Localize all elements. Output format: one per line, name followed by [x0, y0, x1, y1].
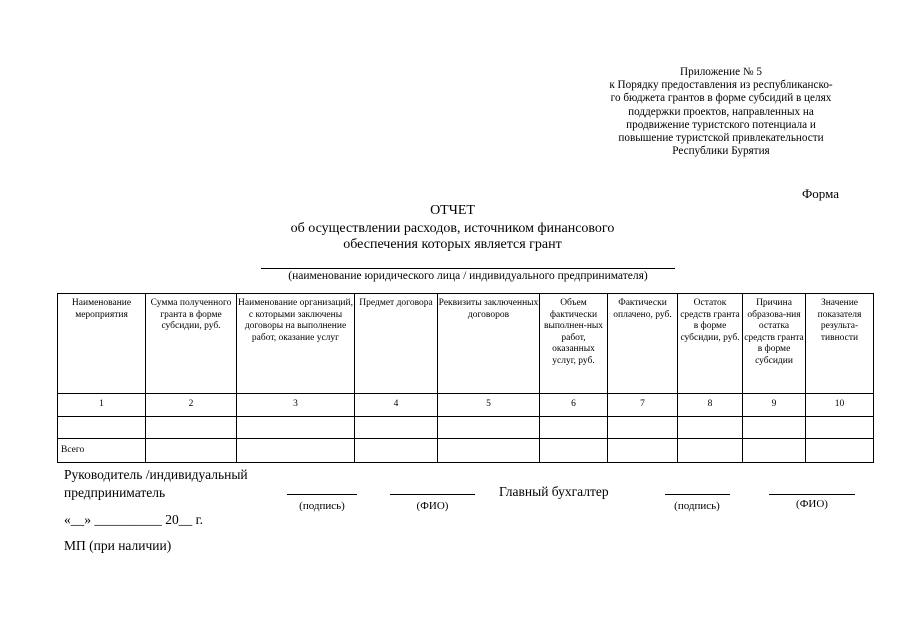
accountant-signature-line[interactable] — [665, 494, 730, 495]
data-cell[interactable] — [806, 417, 874, 439]
data-cell[interactable] — [540, 439, 608, 463]
number-cell: 6 — [540, 394, 608, 417]
data-cell[interactable] — [678, 417, 743, 439]
data-cell[interactable] — [237, 417, 355, 439]
header-cell: Значение показателя результа-тивности — [806, 294, 874, 394]
data-cell[interactable] — [438, 439, 540, 463]
entity-name-line — [261, 268, 675, 269]
data-cell[interactable] — [146, 417, 237, 439]
number-cell: 1 — [58, 394, 146, 417]
table-number-row — [58, 394, 874, 417]
head-signature-caption: (подпись) — [299, 500, 345, 512]
number-cell: 7 — [608, 394, 678, 417]
table-row — [58, 417, 874, 439]
entity-name-caption: (наименование юридического лица / индивидуального предпринимателя) — [288, 270, 648, 282]
header-cell: Наименование мероприятия — [58, 294, 146, 394]
header-cell: Наименование организаций, с которыми заключены договоры на выполнение работ, оказание услуг — [237, 294, 355, 394]
data-cell[interactable] — [540, 417, 608, 439]
data-cell[interactable] — [743, 439, 806, 463]
appendix-line: Приложение № 5 — [680, 66, 762, 78]
head-signature-line[interactable] — [287, 494, 357, 495]
header-cell: Реквизиты заключенных договоров — [438, 294, 540, 394]
appendix-line: поддержки проектов, направленных на — [628, 105, 814, 118]
header-cell: Причина образова-ния остатка средств гранта в форме субсидии — [743, 294, 806, 394]
appendix-block — [571, 66, 871, 158]
report-title: ОТЧЕТ — [430, 203, 475, 218]
header-cell: Объем фактически выполнен-ных работ, оказанных услуг, руб. — [540, 294, 608, 394]
appendix-line: го бюджета грантов в форме субсидий в целях — [610, 92, 832, 105]
number-cell: 10 — [806, 394, 874, 417]
appendix-line: продвижение туристского потенциала и — [626, 118, 816, 131]
data-cell[interactable] — [608, 439, 678, 463]
date-line: «__» __________ 20__ г. — [64, 512, 204, 527]
number-cell: 8 — [678, 394, 743, 417]
report-subtitle-line2: обеспечения которых является грант — [343, 237, 562, 252]
appendix-line: повышение туристской привлекательности — [618, 132, 824, 145]
report-table — [57, 293, 874, 463]
appendix-line: к Порядку предоставления из республиканско- — [609, 79, 833, 92]
accountant-signature-caption: (подпись) — [674, 500, 720, 512]
data-cell[interactable] — [743, 417, 806, 439]
data-cell[interactable] — [608, 417, 678, 439]
table-total-row — [58, 439, 874, 463]
accountant-name-caption: (ФИО) — [796, 498, 828, 510]
data-cell[interactable] — [58, 417, 146, 439]
header-cell: Фактически оплачено, руб. — [608, 294, 678, 394]
header-cell: Сумма полученного гранта в форме субсидии, руб. — [146, 294, 237, 394]
appendix-line: Республики Бурятия — [672, 145, 770, 158]
number-cell: 2 — [146, 394, 237, 417]
data-cell[interactable] — [678, 439, 743, 463]
data-cell[interactable] — [355, 439, 438, 463]
data-cell[interactable] — [438, 417, 540, 439]
head-title-line1: Руководитель /индивидуальный — [64, 467, 248, 482]
data-cell[interactable] — [355, 417, 438, 439]
head-title-line2: предприниматель — [64, 485, 166, 500]
head-name-line[interactable] — [390, 494, 475, 495]
number-cell: 9 — [743, 394, 806, 417]
header-cell: Остаток средств гранта в форме субсидии, руб. — [678, 294, 743, 394]
table-header-row — [58, 294, 874, 394]
number-cell: 5 — [438, 394, 540, 417]
accountant-name-line[interactable] — [769, 494, 855, 495]
form-label: Форма — [802, 186, 839, 201]
stamp-label: МП (при наличии) — [64, 538, 172, 553]
chief-accountant-label: Главный бухгалтер — [499, 484, 609, 499]
data-cell[interactable] — [237, 439, 355, 463]
number-cell: 3 — [237, 394, 355, 417]
header-cell: Предмет договора — [355, 294, 438, 394]
total-label: Всего — [58, 439, 146, 463]
data-cell[interactable] — [146, 439, 237, 463]
data-cell[interactable] — [806, 439, 874, 463]
number-cell: 4 — [355, 394, 438, 417]
head-name-caption: (ФИО) — [416, 500, 449, 512]
report-subtitle-line1: об осуществлении расходов, источником финансового — [290, 221, 615, 236]
